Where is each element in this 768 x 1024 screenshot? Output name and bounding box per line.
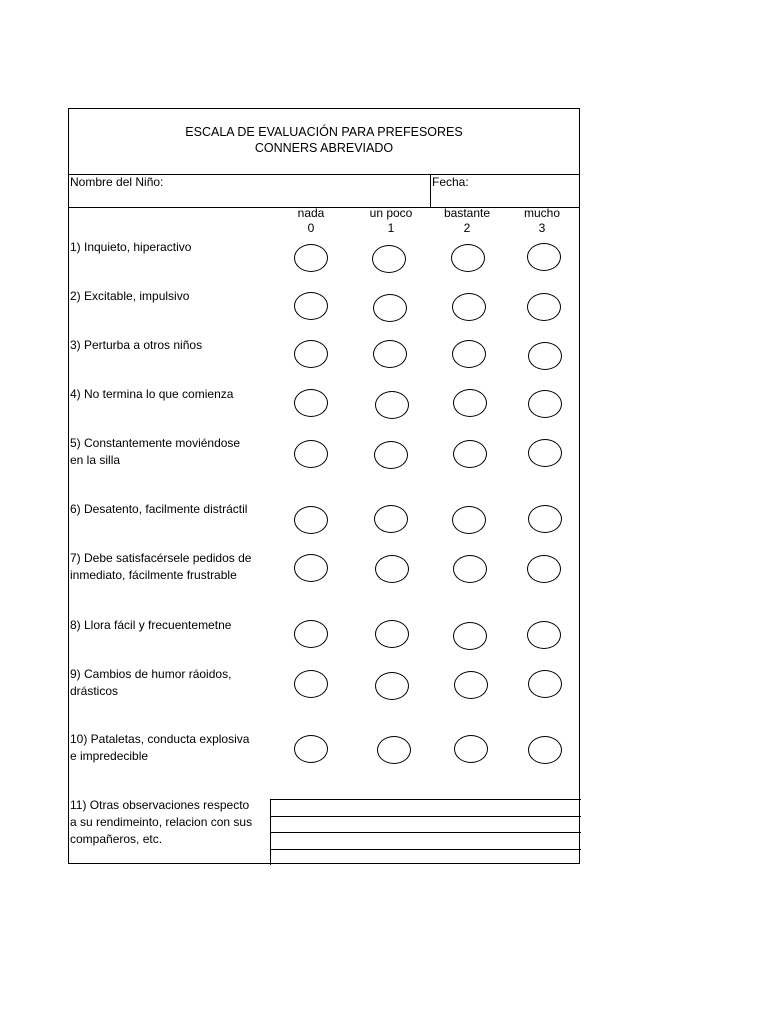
form-subtitle: CONNERS ABREVIADO: [254, 141, 394, 155]
scale-value: 3: [538, 221, 546, 235]
scale-value: 2: [463, 221, 471, 235]
answer-bubble-1-3[interactable]: [527, 243, 561, 271]
item-text: 5) Constantemente moviéndose: [70, 436, 241, 450]
form-header: [69, 109, 579, 175]
answer-bubble-7-0[interactable]: [294, 554, 328, 582]
item-label-3: [70, 337, 202, 354]
answer-bubble-4-2[interactable]: [453, 389, 487, 417]
observations-text-continued: compañeros, etc.: [70, 832, 163, 846]
item-text: 4) No termina lo que comienza: [70, 387, 234, 401]
item-label-4: [70, 386, 233, 403]
answer-bubble-8-1[interactable]: [375, 620, 409, 648]
scale-label: un poco: [369, 206, 413, 220]
answer-bubble-2-1[interactable]: [373, 294, 407, 322]
item-label-1: [70, 239, 191, 256]
scale-label: nada: [297, 206, 325, 220]
answer-bubble-2-3[interactable]: [527, 293, 561, 321]
observations-label: [70, 797, 252, 848]
item-text: 8) Llora fácil y frecuentemetne: [70, 618, 232, 632]
item-text-continued: en la silla: [70, 453, 121, 467]
answer-bubble-1-0[interactable]: [294, 244, 328, 272]
scale-label: bastante: [443, 206, 491, 220]
answer-bubble-3-0[interactable]: [294, 340, 328, 368]
scale-header-1: [356, 206, 426, 236]
answer-bubble-7-3[interactable]: [527, 555, 561, 583]
answer-bubble-10-3[interactable]: [528, 736, 562, 764]
item-text-continued: drásticos: [70, 684, 119, 698]
item-label-6: [70, 501, 247, 518]
observations-text: 11) Otras observaciones respecto: [70, 798, 250, 812]
answer-bubble-10-0[interactable]: [294, 735, 328, 763]
item-text: 10) Pataletas, conducta explosiva: [70, 732, 250, 746]
scale-value: 0: [307, 221, 315, 235]
item-text: 7) Debe satisfacérsele pedidos de: [70, 551, 252, 565]
item-label-5: [70, 435, 240, 469]
answer-bubble-10-2[interactable]: [454, 735, 488, 763]
answer-bubble-8-3[interactable]: [527, 621, 561, 649]
answer-bubble-3-1[interactable]: [373, 340, 407, 368]
answer-bubble-10-1[interactable]: [377, 736, 411, 764]
form-title: ESCALA DE EVALUACIÓN PARA PREFESORES: [185, 125, 463, 139]
writing-line: [271, 832, 581, 833]
answer-bubble-8-2[interactable]: [453, 622, 487, 650]
item-label-2: [70, 288, 189, 305]
item-text: 9) Cambios de humor ráoidos,: [70, 667, 232, 681]
answer-bubble-9-0[interactable]: [294, 670, 328, 698]
item-text-continued: e impredecible: [70, 749, 149, 763]
date-label: Fecha:: [432, 175, 469, 189]
item-label-10: [70, 731, 249, 765]
writing-line: [271, 816, 581, 817]
info-row: [69, 175, 579, 208]
answer-bubble-9-2[interactable]: [454, 671, 488, 699]
answer-bubble-4-0[interactable]: [294, 389, 328, 417]
item-text-continued: inmediato, fácilmente frustrable: [70, 568, 237, 582]
item-text: 6) Desatento, facilmente distráctil: [70, 502, 248, 516]
answer-bubble-1-1[interactable]: [372, 245, 406, 273]
answer-bubble-6-2[interactable]: [452, 506, 486, 534]
answer-bubble-5-3[interactable]: [528, 439, 562, 467]
answer-bubble-8-0[interactable]: [294, 620, 328, 648]
answer-bubble-2-0[interactable]: [294, 292, 328, 320]
answer-bubble-5-2[interactable]: [453, 440, 487, 468]
item-label-9: [70, 666, 231, 700]
answer-bubble-3-3[interactable]: [528, 342, 562, 370]
answer-bubble-9-3[interactable]: [528, 670, 562, 698]
observations-writing-area[interactable]: [270, 799, 581, 865]
answer-bubble-4-3[interactable]: [528, 390, 562, 418]
answer-bubble-6-3[interactable]: [528, 505, 562, 533]
answer-bubble-5-0[interactable]: [294, 440, 328, 468]
scale-value: 1: [387, 221, 395, 235]
answer-bubble-1-2[interactable]: [451, 244, 485, 272]
item-text: 2) Excitable, impulsivo: [70, 289, 190, 303]
writing-line: [271, 849, 581, 850]
answer-bubble-4-1[interactable]: [375, 391, 409, 419]
scale-header-3: [507, 206, 577, 236]
item-label-7: [70, 550, 251, 584]
child-name-field[interactable]: [69, 175, 431, 207]
item-text: 1) Inquieto, hiperactivo: [70, 240, 192, 254]
answer-bubble-9-1[interactable]: [375, 672, 409, 700]
answer-bubble-3-2[interactable]: [452, 340, 486, 368]
scale-header-2: [432, 206, 502, 236]
answer-bubble-5-1[interactable]: [374, 441, 408, 469]
observations-text-continued: a su rendimeinto, relacion con sus: [70, 815, 253, 829]
date-field[interactable]: [431, 175, 581, 207]
item-label-8: [70, 617, 231, 634]
scale-label: mucho: [523, 206, 561, 220]
answer-bubble-2-2[interactable]: [452, 293, 486, 321]
answer-bubble-6-1[interactable]: [374, 505, 408, 533]
answer-bubble-7-1[interactable]: [375, 555, 409, 583]
item-text: 3) Perturba a otros niños: [70, 338, 203, 352]
child-name-label: Nombre del Niño:: [70, 175, 164, 189]
answer-bubble-7-2[interactable]: [453, 555, 487, 583]
conners-form: [68, 108, 580, 864]
answer-bubble-6-0[interactable]: [294, 506, 328, 534]
scale-header-0: [276, 206, 346, 236]
